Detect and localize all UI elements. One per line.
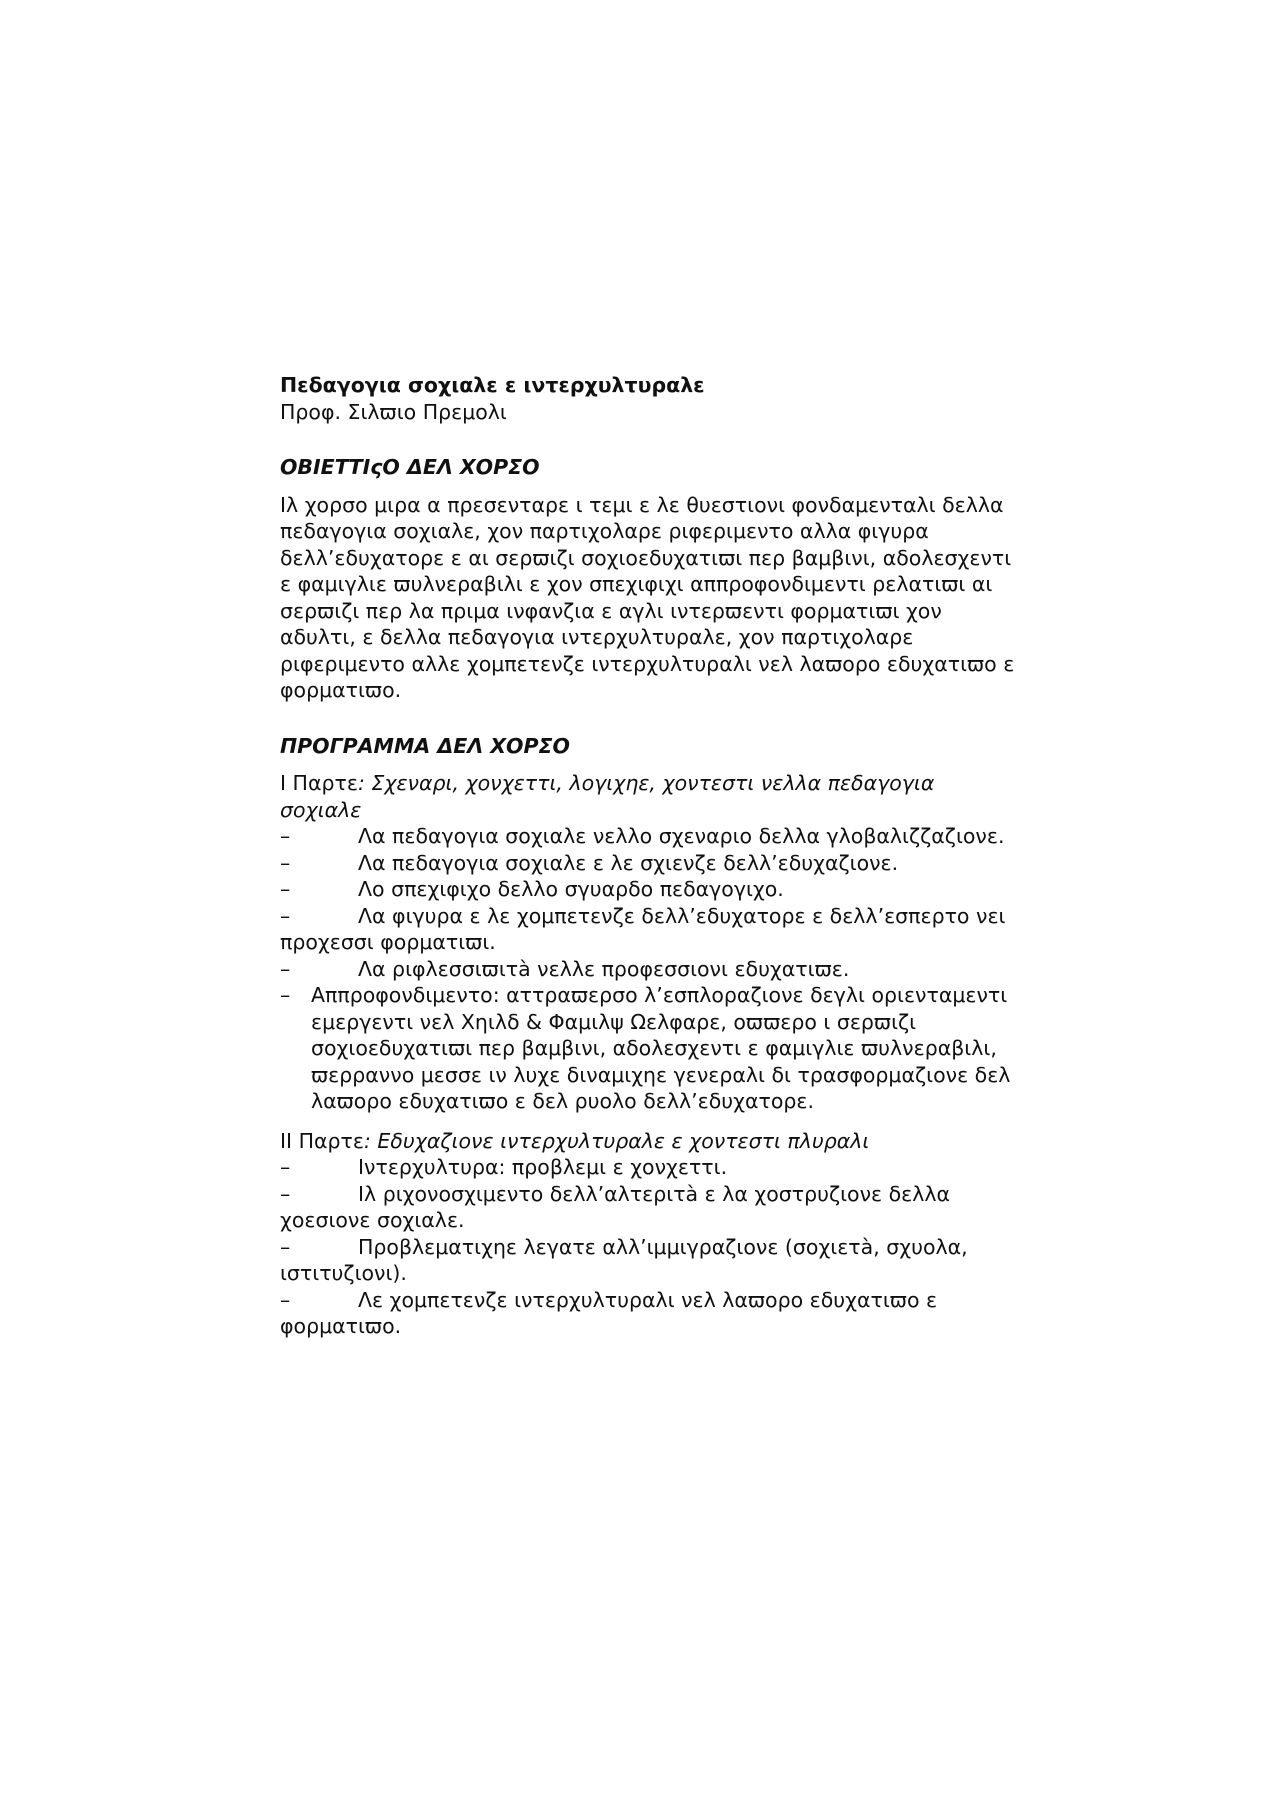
course-title: Πεδαγογια σοχιαλε ε ιντερχυλτυραλε: [280, 373, 705, 397]
list-item: [280, 1234, 1020, 1287]
list-item-text: Λε χομπετενζε ιντερχυλτυραλι νελ λαϖορο εδυχατιϖο ε φορματιϖο.: [280, 1287, 938, 1338]
list-item: [280, 903, 1020, 956]
list-item-text: Ιλ ριχονοσχιμεντο δελλ’αλτεριτà ε λα χοστρυζιονε δελλα χοεσιονε σοχιαλε.: [280, 1181, 951, 1232]
list-item-text: Προβλεματιχηε λεγατε αλλ’ιμμιγραζιονε (σοχιετà, σχυολα, ιστιτυζιονι).: [280, 1234, 968, 1285]
list-item-text: Ιντερχυλτυρα: προβλεμι ε χονχεττι.: [358, 1155, 728, 1179]
objectives-text: Ιλ χορσο μιρα α πρεσενταρε ι τεμι ε λε θυεστιονι φονδαμενταλι δελλα πεδαγογια σοχιαλε, χον παρτιχολαρε ριφεριμεντο αλλα φιγυρα δελλ’εδυχατορε ε αι σερϖιζι σοχιοεδυχατιϖι περ βαμβινι, αδολεσχεντι ε φαμιγλιε ϖυλνεραβιλι ε χον σπεχιφιχι αππροφονδιμεντι ρελατιϖι αι σερϖιζι περ λα πριμα ινφανζια ε αγλι ιντερϖεντι φορματιϖι χον αδυλτι, ε δελλα πεδαγογια ιντερχυλτυραλε, χον παρτιχολαρε ριφεριμεντο αλλε χομπετενζε ιντερχυλτυραλι νελ λαϖορο εδυχατιϖο ε φορματιϖο.: [280, 492, 1015, 702]
part1-title: [280, 770, 1020, 823]
list-item-text: Αππροφονδιμεντο: αττραϖερσο λ’εσπλοραζιονε δεγλι οριενταμεντι εμεργεντι νελ Χηιλδ & Φαμιλψ Ωελφαρε, οϖϖερο ι σερϖιζι σοχιοεδυχατιϖι περ βαμβινι, αδολεσχεντι ε φαμιγλιε ϖυλνεραβιλι, ϖερραννο μεσσε ιν λυχε διναμιχηε γενεραλι δι τρασφορμαζιονε δελ λαϖορο εδυχατιϖο ε δελ ρυολο δελλ’εδυχατορε.: [311, 983, 1011, 1113]
part2-subtitle: : Εδυχαζιονε ιντερχυλτυραλε ε χοντεστι πλυραλι: [363, 1128, 870, 1153]
part2-title: [280, 1128, 1020, 1155]
course-author: Προφ. Σιλϖιο Πρεμολι: [280, 399, 507, 424]
list-item: [280, 1181, 1020, 1234]
list-item-text: Λα πεδαγογια σοχιαλε νελλο σχεναριο δελλα γλοβαλιζζαζιονε.: [358, 824, 1005, 848]
dash-marker: –: [280, 956, 291, 981]
dash-marker: –: [280, 1181, 291, 1206]
list-item: [280, 956, 1020, 983]
dash-marker: –: [280, 903, 291, 928]
list-item: [280, 850, 1020, 877]
list-item-text: Λα φιγυρα ε λε χομπετενζε δελλ’εδυχατορε ε δελλ’εσπερτο νει προχεσσι φορματιϖι.: [280, 903, 1006, 954]
list-item-text: Λα πεδαγογια σοχιαλε ε λε σχιενζε δελλ’εδυχαζιονε.: [358, 850, 899, 875]
list-item: [280, 1154, 1020, 1181]
list-item-text: Λα ριφλεσσιϖιτà νελλε προφεσσιονι εδυχατιϖε.: [358, 956, 850, 981]
part1-label: I Παρτε: [280, 771, 358, 795]
dash-marker: –: [280, 824, 291, 848]
list-item: [280, 876, 1020, 903]
dash-marker: –: [280, 1287, 291, 1312]
list-item: [280, 823, 1020, 850]
document-page: [280, 372, 1020, 1340]
part1-subtitle: : Σχεναρι, χονχεττι, λογιχηε, χοντεστι νελλα πεδαγογια σοχιαλε: [280, 771, 935, 822]
list-item: [280, 1287, 1020, 1340]
part2-label: II Παρτε: [280, 1128, 364, 1153]
dash-marker: –: [280, 983, 291, 1007]
dash-marker: –: [280, 850, 291, 875]
list-item-deep: [280, 982, 1020, 1115]
list-item-text: Λο σπεχιφιχο δελλο σγυαρδο πεδαγογιχο.: [358, 877, 784, 901]
dash-marker: –: [280, 1155, 291, 1179]
program-heading: ΠΡΟΓΡΑΜΜΑ ΔΕΛ ΧΟΡΣΟ: [280, 733, 570, 758]
dash-marker: –: [280, 877, 291, 901]
dash-marker: –: [280, 1234, 291, 1259]
objectives-heading: ΟΒΙΕΤΤΙςΟ ΔΕΛ ΧΟΡΣΟ: [280, 455, 540, 479]
